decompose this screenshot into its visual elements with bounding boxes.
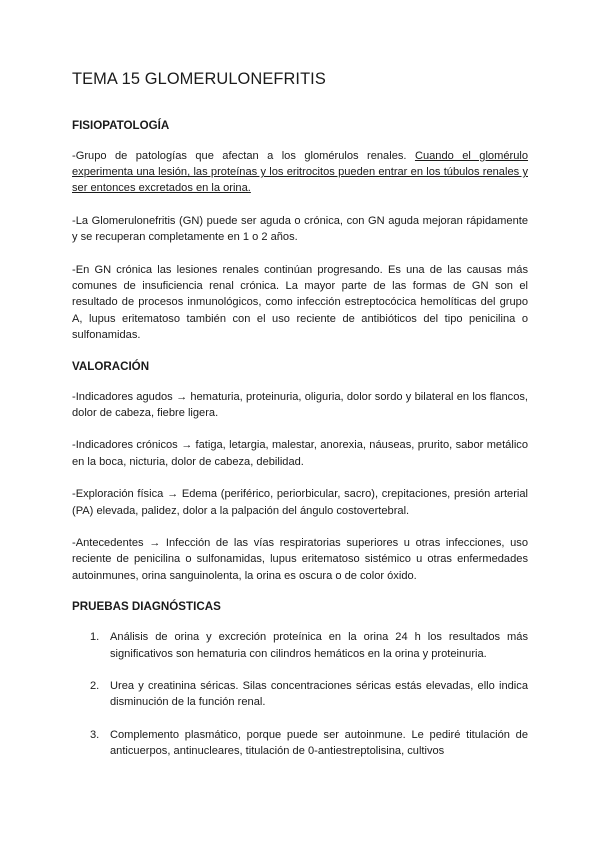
numbered-list <box>72 629 528 759</box>
list-number: 2. <box>90 680 100 693</box>
section-heading-pruebas: PRUEBAS DIAGNÓSTICAS <box>72 600 221 614</box>
paragraph: -Indicadores crónicos → fatiga, letargia, malestar, anorexia, náuseas, prurito, sabor metálico en la boca, nicturia, dolor de cabeza, debilidad. <box>72 439 528 468</box>
paragraph-text: -Grupo de patologías que afectan a los glomérulos renales. <box>72 150 415 162</box>
underlined-text: Cuando el glomérulo experimenta una lesión, las proteínas y los eritrocitos pueden entrar en los túbulos renales y ser entonces excretados en la orina. <box>72 150 529 195</box>
paragraph: -En GN crónica las lesiones renales continúan progresando. Es una de las causas más comunes de insuficiencia renal crónica. La mayor parte de las formas de GN son el resultado de procesos inmunológicos, como infección estreptocócica hemolíticas del grupo A, lupus eritematoso también con el uso reciente de antibióticos del tipo penicilina o sulfonamidas. <box>72 264 528 341</box>
list-item-text: Análisis de orina y excreción proteínica en la orina 24 h los resultados más significativos son hematuria con cilindros hemáticos en la orina y proteinuria. <box>110 631 528 660</box>
list-item-text: Urea y creatinina séricas. Silas concentraciones séricas estás elevadas, ello indica disminución de la función renal. <box>110 680 528 709</box>
list-item-text: Complemento plasmático, porque puede ser autoinmune. Le pediré titulación de anticuerpos, antinucleares, titulación de 0-antiestreptolisina, cultivos <box>110 729 528 758</box>
paragraph: -Indicadores agudos → hematuria, proteinuria, oliguria, dolor sordo y bilateral en los flancos, dolor de cabeza, fiebre ligera. <box>72 390 528 419</box>
list-item <box>72 629 528 661</box>
paragraph: -Antecedentes → Infección de las vías respiratorias superiores u otras infecciones, uso reciente de penicilina o sulfonamidas, lupus eritematoso sistémico u otras enfermedades autoinmunes, orina sanguinolenta, la orina es oscura o de color óxido. <box>72 537 528 582</box>
paragraph: -Exploración física → Edema (periférico, periorbicular, sacro), crepitaciones, presión arterial (PA) elevada, palidez, dolor a la palpación del ángulo costovertebral. <box>72 488 528 517</box>
section-heading-valoracion: VALORACIÓN <box>72 359 150 373</box>
list-number: 1. <box>90 631 100 644</box>
list-item <box>72 727 528 759</box>
list-item <box>72 678 528 710</box>
paragraph: -La Glomerulonefritis (GN) puede ser aguda o crónica, con GN aguda mejoran rápidamente y se recuperan completamente en 1 o 2 años. <box>72 215 528 244</box>
section-heading-fisiopatologia: FISIOPATOLOGÍA <box>72 119 170 132</box>
list-number: 3. <box>90 729 100 742</box>
document-page <box>72 70 528 776</box>
paragraph <box>72 148 528 197</box>
page-title: TEMA 15 GLOMERULONEFRITIS <box>72 70 326 88</box>
